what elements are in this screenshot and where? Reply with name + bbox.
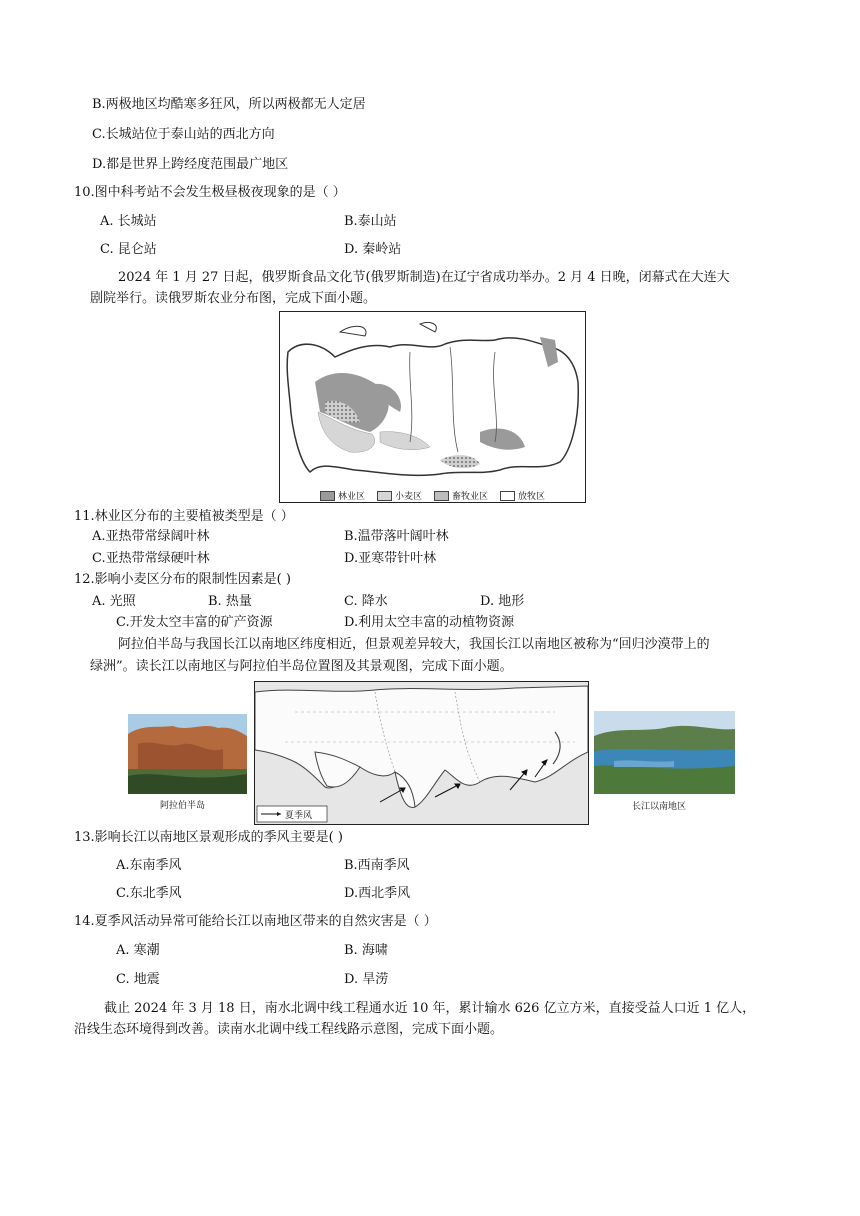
q11-option-c: C.亚热带常绿硬叶林 — [92, 551, 210, 566]
monsoon-legend-label: 夏季风 — [285, 811, 313, 821]
yangtze-south-landscape-photo — [594, 711, 735, 794]
q13-option-b: B.西南季风 — [344, 858, 410, 873]
extra-option-c: C.开发太空丰富的矿产资源 — [116, 615, 273, 630]
q9-option-c: C.长城站位于泰山站的西北方向 — [92, 127, 275, 142]
q11-option-d: D.亚寒带针叶林 — [344, 551, 437, 566]
q14-option-b: B. 海啸 — [344, 943, 388, 958]
q14-option-d: D. 旱涝 — [344, 972, 389, 987]
q9-option-b: B.两极地区均酷寒多狂风，所以两极都无人定居 — [92, 97, 366, 112]
russia-map-legend — [280, 488, 585, 502]
q11-option-b: B.温带落叶阔叶林 — [344, 529, 449, 544]
q12-option-a: A. 光照 — [92, 594, 136, 609]
q13-option-d: D.西北季风 — [344, 886, 411, 901]
legend-livestock: 畜牧业区 — [434, 489, 488, 502]
arabia-caption: 阿拉伯半岛 — [160, 801, 206, 811]
passage-russia-line2: 剧院举行。读俄罗斯农业分布图，完成下面小题。 — [90, 291, 377, 306]
q10-option-b: B.泰山站 — [344, 214, 397, 229]
q13-stem: 13.影响长江以南地区景观形成的季风主要是( ) — [74, 830, 343, 845]
arabia-landscape-photo — [128, 714, 247, 794]
asia-monsoon-map — [254, 681, 589, 825]
q12-option-b: B. 热量 — [208, 594, 252, 609]
q14-option-c: C. 地震 — [116, 972, 160, 987]
q12-option-d: D. 地形 — [480, 594, 525, 609]
q10-option-a: A. 长城站 — [100, 214, 157, 229]
q12-option-c: C. 降水 — [344, 594, 388, 609]
q13-option-c: C.东北季风 — [116, 886, 182, 901]
q10-stem: 10.图中科考站不会发生极昼极夜现象的是（ ） — [74, 185, 346, 200]
extra-option-d: D.利用太空丰富的动植物资源 — [344, 615, 515, 630]
yangtze-caption: 长江以南地区 — [632, 802, 687, 812]
legend-wheat: 小麦区 — [377, 489, 422, 502]
q10-option-c: C. 昆仑站 — [100, 242, 157, 257]
legend-forest: 林业区 — [320, 489, 365, 502]
q14-option-a: A. 寒潮 — [116, 943, 160, 958]
passage-arabia-line1: 阿拉伯半岛与我国长江以南地区纬度相近，但景观差异较大，我国长江以南地区被称为“回归沙漠带上的 — [118, 637, 710, 652]
passage-water-line2: 沿线生态环境得到改善。读南水北调中线工程线路示意图，完成下面小题。 — [74, 1022, 504, 1037]
q14-stem: 14.夏季风活动异常可能给长江以南地区带来的自然灾害是（ ） — [74, 914, 437, 929]
russia-map-graphic — [280, 312, 585, 487]
q12-stem: 12.影响小麦区分布的限制性因素是( ) — [74, 572, 291, 587]
q13-option-a: A.东南季风 — [116, 858, 182, 873]
passage-arabia-line2: 绿洲”。读长江以南地区与阿拉伯半岛位置图及其景观图，完成下面小题。 — [90, 659, 513, 674]
q9-option-d: D.都是世界上跨经度范围最广地区 — [92, 157, 289, 172]
passage-russia-line1: 2024 年 1 月 27 日起，俄罗斯食品文化节(俄罗斯制造)在辽宁省成功举办。2 月 4 日晚，闭幕式在大连大 — [118, 270, 730, 285]
russia-agriculture-map — [279, 311, 586, 503]
asia-map-graphic — [255, 682, 588, 824]
q10-option-d: D. 秦岭站 — [344, 242, 402, 257]
q11-option-a: A.亚热带常绿阔叶林 — [92, 529, 210, 544]
q11-stem: 11.林业区分布的主要植被类型是（ ） — [74, 509, 294, 524]
passage-water-line1: 截止 2024 年 3 月 18 日，南水北调中线工程通水近 10 年，累计输水 626 亿立方米，直接受益人口近 1 亿人， — [104, 1001, 756, 1016]
legend-grazing: 放牧区 — [500, 489, 545, 502]
